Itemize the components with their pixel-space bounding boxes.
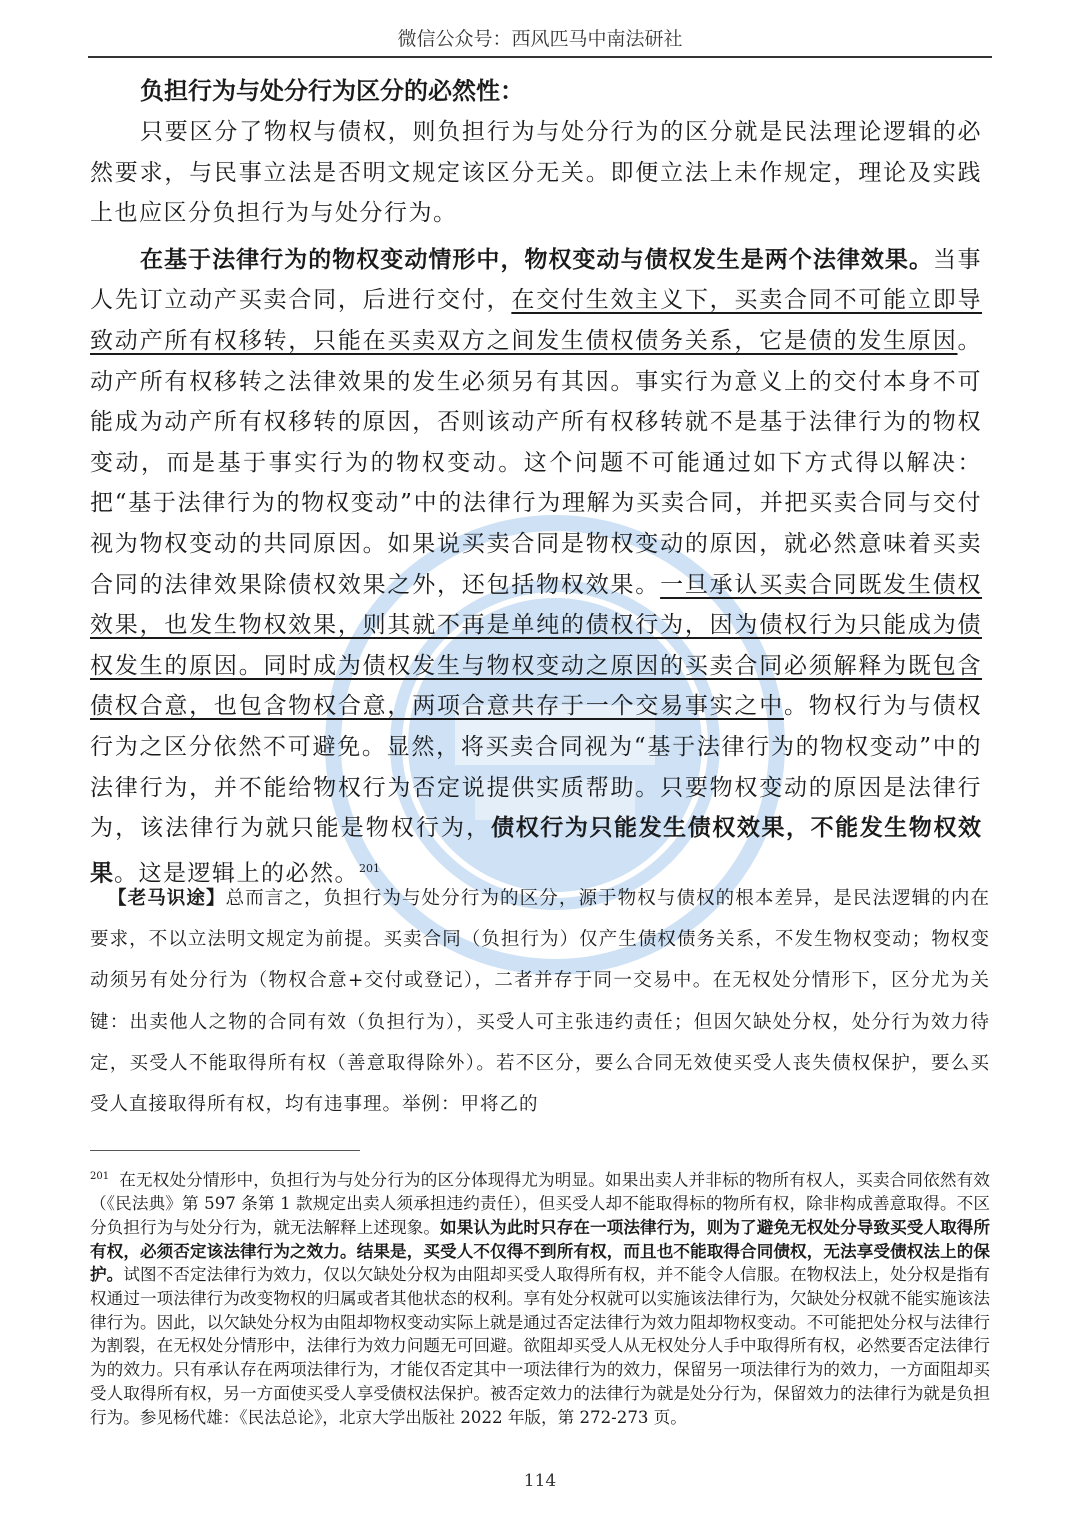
footnote-reference[interactable]: 201 xyxy=(359,861,380,875)
note-tag: 【老马识途】 xyxy=(108,888,226,909)
underlined-segment: 一旦承认买卖合同既发生债权效果，也发生物权效果，则其就不再是单纯的债权行为，因为债权行为只能成为债权发生的原因。同时成为债权发生与物权变动之原因的买卖合同必须解释为既包含债权合意，也包含物权合意，两项合意共存于一个交易事实之中 xyxy=(90,571,983,720)
commentary-note xyxy=(90,878,990,1125)
text-segment: 。这是逻辑上的必然。 xyxy=(114,860,359,887)
section-heading: 负担行为与处分行为区分的必然性： xyxy=(140,77,524,105)
page-header: 微信公众号：西风匹马中南法研社 xyxy=(397,28,683,50)
footnote-text: 在无权处分情形中，负担行为与处分行为的区分体现得尤为明显。如果出卖人并非标的物所有权人，买卖合同依然有效（《民法典》第 597 条第 1 款规定出卖人须承担违约责任），但买受人却不能取得标的物所有权，除非构成善意取得。不区分负担行为与处分行为，就无法解释上述现象。 xyxy=(90,1170,990,1237)
footnote-number: 201 xyxy=(90,1171,110,1182)
bold-lead: 在基于法律行为的物权变动情形中，物权变动与债权发生是两个法律效果。 xyxy=(140,246,933,273)
header-rule xyxy=(88,56,992,58)
underlined-segment: 在交付生效主义下，买卖合同不可能立即导致动产所有权移转，只能在买卖双方之间发生债权债务关系，它是债的发生原因 xyxy=(90,287,983,354)
footnote xyxy=(90,1165,990,1429)
paragraph-1: 只要区分了物权与债权，则负担行为与处分行为的区分就是民法理论逻辑的必然要求，与民事立法是否明文规定该区分无关。即便立法上未作规定，理论及实践上也应区分负担行为与处分行为。 xyxy=(90,119,982,227)
footnote-rule xyxy=(90,1150,360,1151)
bold-conclusion: 债权行为只能发生债权效果，不能发生物权效果 xyxy=(90,815,983,887)
page-number: 114 xyxy=(523,1471,557,1491)
text-segment: 。物权行为与债权行为之区分依然不可避免。显然，将买卖合同视为“基于法律行为的物权变动”中的法律行为，并不能给物权行为否定说提供实质帮助。只要物权变动的原因是法律行为，该法律行为就只能是物权行为， xyxy=(90,693,983,842)
footnote-bold: 如果认为此时只存在一项法律行为，则为了避免无权处分导致买受人取得所有权，必须否定该法律行为之效力。结果是，买受人不仅得不到所有权，而且也不能取得合同债权，无法享受债权法上的保护。 xyxy=(90,1217,991,1285)
footnote-text: 试图不否定法律行为效力，仅以欠缺处分权为由阻却买受人取得所有权，并不能令人信服。在物权法上，处分权是指有权通过一项法律行为改变物权的归属或者其他状态的权利。享有处分权就可以实施该法律行为，欠缺处分权就不能实施该法律行为。因此，以欠缺处分权为由阻却物权变动实际上就是通过否定法律行为效力阻却物权变动。不可能把处分权与法律行为割裂，在无权处分情形中，法律行为效力问题无可回避。欲阻却买受人从无权处分人手中取得所有权，必然要否定法律行为的效力。只有承认存在两项法律行为，才能仅否定其中一项法律行为的效力，保留另一项法律行为的效力，一方面阻却买受人取得所有权，另一方面使买受人享受债权法保护。被否定效力的法律行为就是处分行为，保留效力的法律行为就是负担行为。参见杨代雄：《民法总论》，北京大学出版社 2022 年版，第 272-273 页。 xyxy=(90,1265,991,1427)
note-text: 总而言之，负担行为与处分行为的区分，源于物权与债权的根本差异，是民法逻辑的内在要求，不以立法明文规定为前提。买卖合同（负担行为）仅产生债权债务关系，不发生物权变动；物权变动须另有处分行为（物权合意+交付或登记），二者并存于同一交易中。在无权处分情形下，区分尤为关键：出卖他人之物的合同有效（负担行为），买受人可主张违约责任；但因欠缺处分权，处分行为效力待定，买受人不能取得所有权（善意取得除外）。若不区分，要么合同无效使买受人丧失债权保护，要么买受人直接取得所有权，均有违事理。举例：甲将乙的 xyxy=(90,888,990,1116)
paragraph-2 xyxy=(90,240,982,894)
main-text xyxy=(90,70,982,894)
text-segment: 当事人先订立动产买卖合同，后进行交付， xyxy=(90,246,983,314)
text-segment: 。动产所有权移转之法律效果的发生必须另有其因。事实行为意义上的交付本身不可能成为动产所有权移转的原因，否则该动产所有权移转就不是基于法律行为的物权变动，而是基于事实行为的物权变动。这个问题不可能通过如下方式得以解决：把“基于法律行为的物权变动”中的法律行为理解为买卖合同，并把买卖合同与交付视为物权变动的共同原因。如果说买卖合同是物权变动的原因，就必然意味着买卖合同的法律效果除债权效果之外，还包括物权效果。 xyxy=(90,327,982,598)
